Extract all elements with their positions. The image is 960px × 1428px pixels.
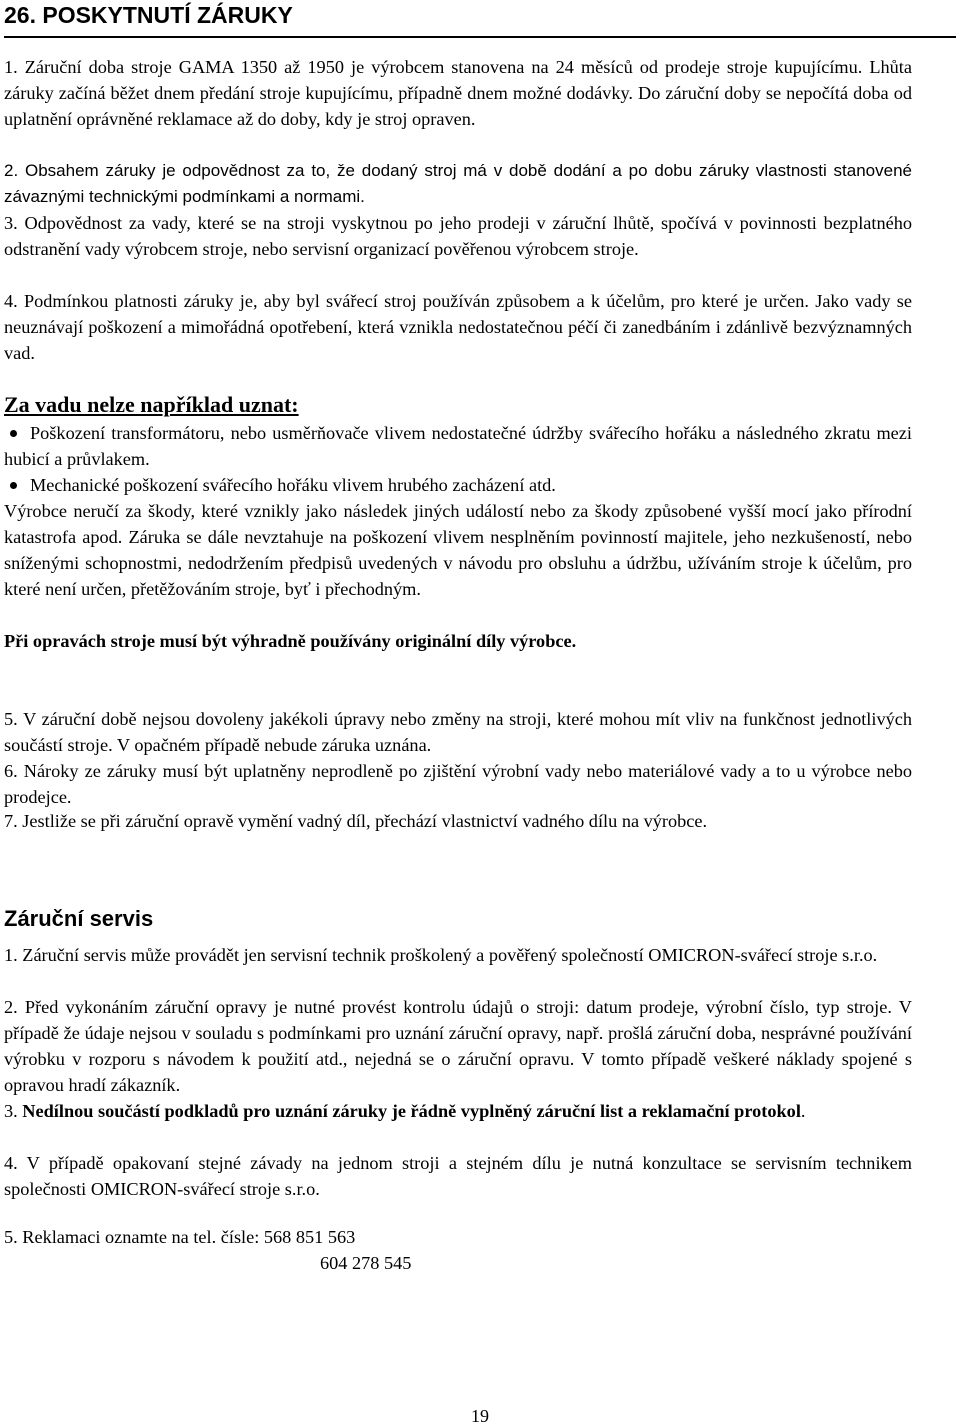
service-item-5: 5. Reklamaci oznamte na tel. čísle: 568 851 563: [4, 1227, 356, 1247]
exclusion-bullet-1-text: Poškození transformátoru, nebo usměrňovače vlivem nedostatečné údržby svářecího hořáku a následného zkratu mezi hubicí a průvlakem.: [4, 423, 912, 469]
service-phone-2: 604 278 545: [320, 1253, 412, 1273]
bullet-dot-icon: [10, 482, 17, 489]
warranty-item-4: 4. Podmínkou platnosti záruky je, aby byl svářecí stroj používán způsobem a k účelům, pro které je určen. Jako vady se neuznávají poškození a mimořádná opotřebení, která vznikla nedostatečnou péčí či zanedbáním i zdánlivě bezvýznamných vad.: [4, 291, 912, 363]
service-heading: Záruční servis: [4, 906, 154, 931]
exclusion-bullet-2-text: Mechanické poškození svářecího hořáku vlivem hrubého zacházení atd.: [30, 475, 556, 495]
service-item-3: [4, 1098, 912, 1124]
warranty-item-6: 6. Nároky ze záruky musí být uplatněny neprodleně po zjištění výrobní vady nebo materiálové vady a to u výrobce nebo prodejce.: [4, 761, 912, 807]
service-item-4: 4. V případě opakovaní stejné závady na jednom stroji a stejném dílu je nutná konzultace se servisním technikem společnosti OMICRON-svářecí stroje s.r.o.: [4, 1153, 912, 1199]
service-item-3-bold: Nedílnou součástí podkladů pro uznání záruky je řádně vyplněný záruční list a reklamační protokol: [22, 1101, 801, 1121]
warranty-item-2: 2. Obsahem záruky je odpovědnost za to, že dodaný stroj má v době dodání a po dobu záruky vlastnosti stanovené závaznými technickými podmínkami a normami.: [4, 161, 912, 206]
warranty-item-5: 5. V záruční době nejsou dovoleny jakékoli úpravy nebo změny na stroji, které mohou mít vliv na funkčnost jednotlivých součástí stroje. V opačném případě nebude záruka uznána.: [4, 709, 912, 755]
exclusions-heading: Za vadu nelze například uznat:: [4, 392, 299, 417]
service-item-3-number: 3.: [4, 1101, 18, 1121]
service-item-1: 1. Záruční servis může provádět jen servisní technik proškolený a pověřený společností OMICRON-svářecí stroje s.r.o.: [4, 945, 878, 965]
service-item-2: 2. Před vykonáním záruční opravy je nutné provést kontrolu údajů o stroji: datum prodeje, výrobní číslo, typ stroje. V případě že údaje nejsou v souladu s podmínkami pro uznání záruční opravy, např. prošlá záruční doba, nesprávné používání výrobku v rozporu s návodem k použití atd., nejedná se o záruční opravu. V tomto případě veškeré náklady spojené s opravou hradí zákazník.: [4, 997, 912, 1095]
exclusion-bullet-2: [4, 472, 912, 498]
section-title: 26. POSKYTNUTÍ ZÁRUKY: [4, 2, 956, 38]
bullet-dot-icon: [10, 430, 17, 437]
exclusion-bullet-1: [4, 420, 912, 472]
warranty-item-7: 7. Jestliže se při záruční opravě vymění vadný díl, přechází vlastnictví vadného dílu na výrobce.: [4, 811, 708, 831]
warranty-item-3: 3. Odpovědnost za vady, které se na stroji vyskytnou po jeho prodeji v záruční lhůtě, spočívá v povinnosti bezplatného odstranění vady výrobcem stroje, nebo servisní organizací pověřenou výrobcem stroje.: [4, 213, 912, 259]
original-parts-note: Při opravách stroje musí být výhradně používány originální díly výrobce.: [4, 631, 577, 651]
page-number: 19: [471, 1406, 489, 1426]
liability-text: Výrobce neručí za škody, které vznikly jako následek jiných událostí nebo za škody způsobené vyšší mocí jako přírodní katastrofa apod. Záruka se dále nevztahuje na poškození vlivem nesplněním povinností majitele, jeho nezkušeností, nebo sníženými schopnostmi, nedodržením předpisů uvedených v návodu pro obsluhu a údržbu, užíváním stroje k účelům, pro které není určen, přetěžováním stroje, byť i přechodným.: [4, 501, 912, 599]
service-item-3-suffix: .: [800, 1101, 806, 1121]
warranty-item-1: 1. Záruční doba stroje GAMA 1350 až 1950 je výrobcem stanovena na 24 měsíců od prodeje stroje kupujícímu. Lhůta záruky začíná běžet dnem předání stroje kupujícímu, případně dnem možné dodávky. Do záruční doby se nepočítá doba od uplatnění oprávněné reklamace až do doby, kdy je stroj opraven.: [4, 57, 912, 129]
